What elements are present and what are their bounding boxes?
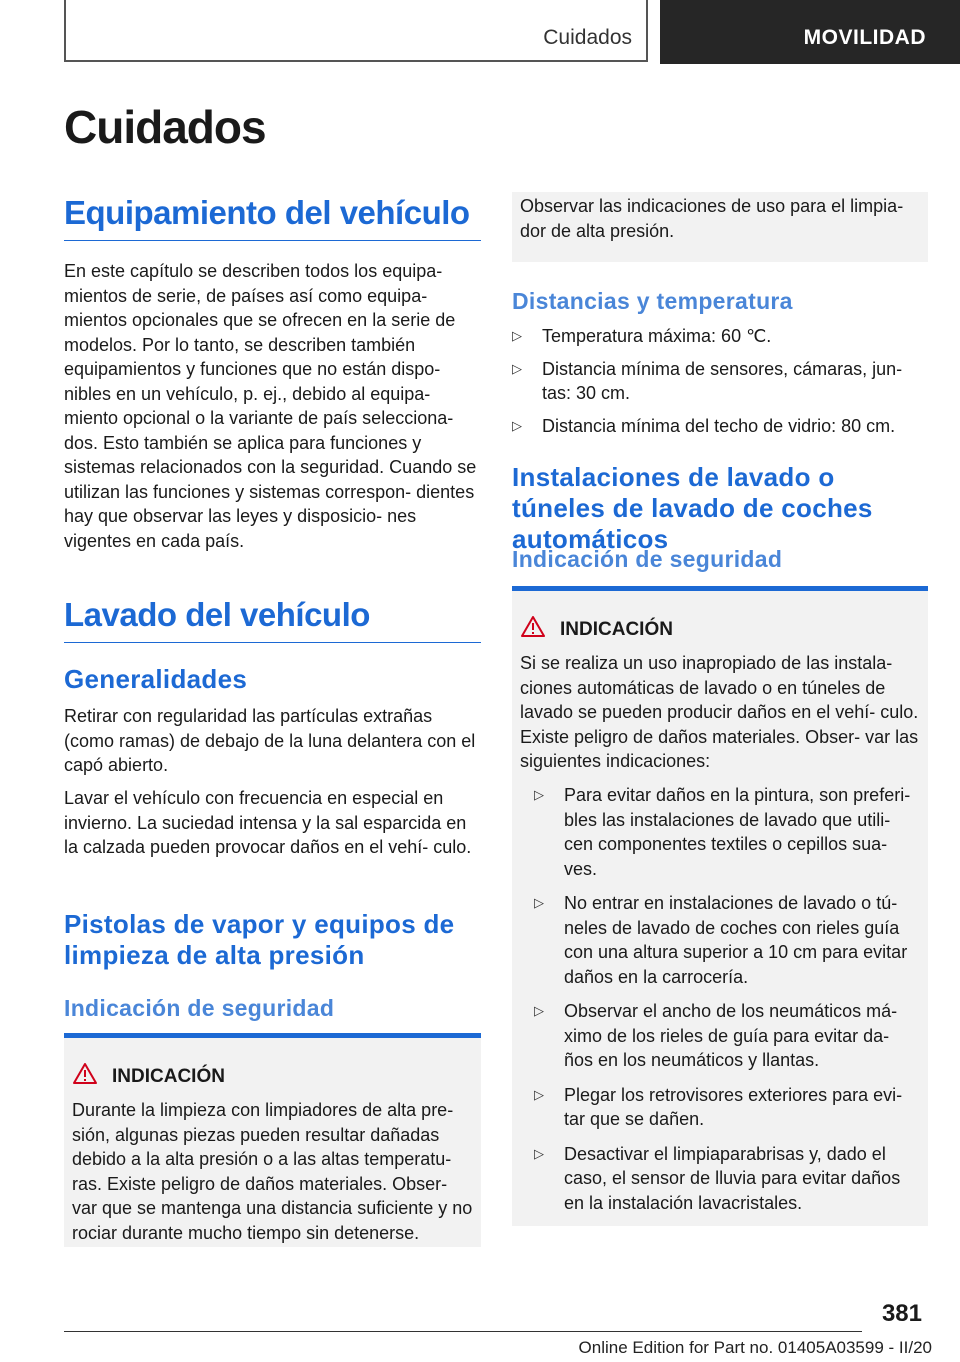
list-item: ▷ No entrar en instalaciones de lavado o tú‐ neles de lavado de coches con rieles guía con una altura superior a 10 cm para evitar daños en la carrocería. (534, 891, 919, 989)
footer-edition: Online Edition for Part no. 01405A03599 - II/20 (578, 1338, 932, 1357)
list-distancias (512, 324, 922, 438)
heading-indicacion-left: Indicación de seguridad (64, 995, 335, 1021)
list-item: ▷ Distancia mínima de sensores, cámaras, jun‐ tas: 30 cm. (512, 357, 922, 406)
notice-box-right (512, 586, 928, 1226)
footer-divider (64, 1331, 862, 1332)
paragraph-equipamiento: En este capítulo se describen todos los equipa‐ mientos de serie, de países así como equipa‐ mientos opcionales que se ofrecen en la serie de modelos. Por lo tanto, se describen también equipamientos y funciones que no están dispo‐ nibles en un vehículo, p. ej., debido al equipa‐ miento opcional o la variante de país selecciona‐ dos. Esto también se aplica para funciones y sistemas relacionados con la seguridad. Cuando se utilizan las funciones y sistemas correspon‐ dientes hay que observar las leyes y disposicio‐ nes vigentes en cada país. (64, 261, 477, 551)
list-item: ▷ Desactivar el limpiaparabrisas y, dado el caso, el sensor de lluvia para evitar daños en la instalación lavacristales. (534, 1142, 919, 1216)
paragraph-generalidades-2: Lavar el vehículo con frecuencia en especial en invierno. La suciedad intensa y la sal esparcida en la calzada pueden provocar daños en el vehí‐ culo. (64, 788, 472, 857)
notice-box-left (64, 1033, 481, 1247)
heading-lavado: Lavado del vehículo (64, 596, 481, 643)
notice-text: Durante la limpieza con limpiadores de alta pre‐ sión, algunas piezas pueden resultar dañadas debido a la alta presión o a las altas temperatu‐ ras. Existe peligro de daños materiales. Obser‐ var que se mantenga una distancia suficiente y no rociar durante mucho tiempo sin detenerse. (72, 1100, 473, 1243)
list-item: ▷ Observar el ancho de los neumáticos má‐ ximo de los rieles de guía para evitar da‐ ños en los neumáticos y llantas. (534, 999, 919, 1073)
heading-distancias: Distancias y temperatura (512, 288, 793, 314)
page-number: 381 (881, 1300, 922, 1327)
heading-instalaciones: Instalaciones de lavado o túneles de lavado de coches automáticos (512, 462, 873, 554)
notice-title: INDICACIÓN (560, 619, 673, 640)
notice-title: INDICACIÓN (112, 1066, 225, 1087)
list-item: ▷ Temperatura máxima: 60 ℃. (512, 324, 922, 349)
notice-text: Si se realiza un uso inapropiado de las instala‐ ciones automáticas de lavado o en túneles de lavado se pueden producir daños en el vehí‐ culo. Existe peligro de daños materiales. Obser‐ var las siguientes indicaciones: (520, 653, 919, 771)
heading-pistolas: Pistolas de vapor y equipos de limpieza de alta presión (64, 909, 455, 970)
paragraph-generalidades-1: Retirar con regularidad las partículas extrañas (como ramas) de debajo de la luna delantera con el capó abierto. (64, 706, 476, 775)
heading-indicacion-right: Indicación de seguridad (512, 546, 783, 572)
notice-continuation (512, 192, 928, 262)
notice-continuation-text: Observar las indicaciones de uso para el limpia‐ dor de alta presión. (520, 196, 904, 241)
chapter-tab-label: Cuidados (543, 26, 632, 49)
page-title: Cuidados (64, 101, 266, 153)
heading-equipamiento: Equipamiento del vehículo (64, 194, 481, 241)
list-item: ▷ Distancia mínima del techo de vidrio: 80 cm. (512, 414, 922, 439)
heading-generalidades: Generalidades (64, 664, 248, 694)
list-item: ▷ Para evitar daños en la pintura, son preferi‐ bles las instalaciones de lavado que utili‐ cen componentes textiles o cepillos sua‐ ves. (534, 783, 919, 881)
notice-list (534, 783, 919, 1215)
list-item: ▷ Plegar los retrovisores exteriores para evi‐ tar que se dañen. (534, 1083, 919, 1132)
chapter-tab (64, 0, 648, 62)
page-header (64, 0, 960, 64)
section-tab (660, 0, 960, 64)
warning-icon (520, 615, 546, 638)
section-tab-label: MOVILIDAD (803, 26, 926, 49)
warning-icon (72, 1062, 98, 1085)
